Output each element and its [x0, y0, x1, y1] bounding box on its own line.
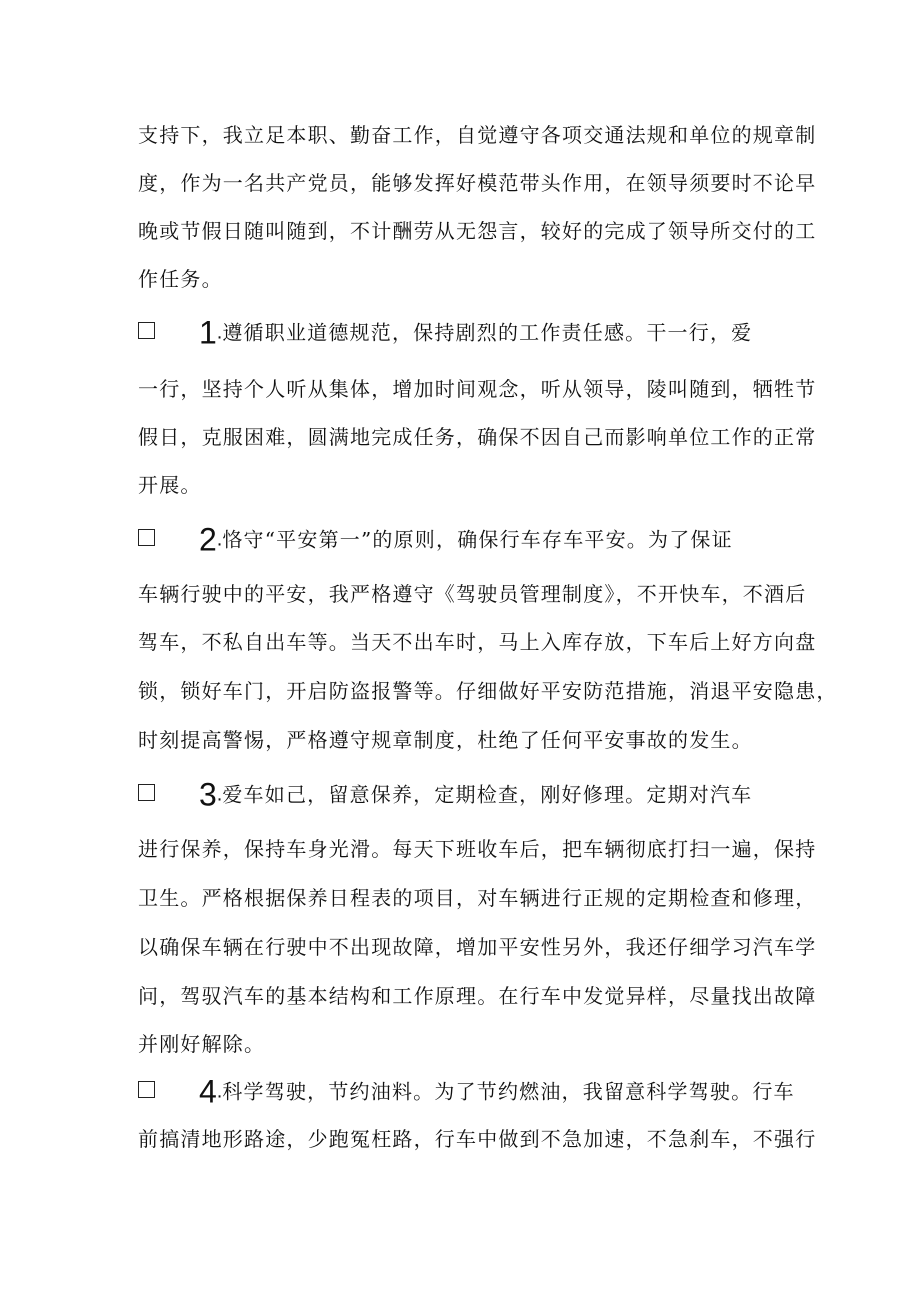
section-3-line: 以确保车辆在行驶中不出现故障，增加平安性另外，我还仔细学习汽车学 [138, 935, 817, 959]
section-heading-text: 爱车如己，留意保养，定期检查，刚好修理。定期对汽车 [222, 782, 753, 807]
number-separator: . [216, 783, 223, 806]
checkbox-icon [138, 529, 155, 546]
number-separator: . [216, 321, 223, 344]
intro-line: 晚或节假日随叫随到，不计酬劳从无怨言，较好的完成了领导所交付的工 [138, 219, 817, 243]
section-4-heading [138, 1072, 798, 1110]
section-1-line: 一行，坚持个人听从集体，增加时间观念，听从领导，陵叫随到，牺牲节 [138, 377, 817, 401]
section-3-line: 进行保养，保持车身光滑。每天下班收车后，把车辆彻底打扫一遍，保持 [138, 837, 817, 861]
section-2-line: 车辆行驶中的平安，我严格遵守《驾驶员管理制度》，不开快车，不酒后 [138, 582, 807, 606]
section-1-heading [138, 313, 798, 351]
section-2-line: 锁，锁好车门，开启防盗报警等。仔细做好平安防范措施，消退平安隐患， [138, 679, 838, 703]
section-4-line: 前搞清地形路途，少跑冤枉路，行车中做到不急加速，不急刹车，不强行 [138, 1127, 817, 1151]
intro-line: 作任务。 [138, 267, 223, 291]
section-number: 2 [199, 521, 217, 558]
section-number: 3 [199, 776, 217, 813]
intro-line: 度，作为一名共产党员，能够发挥好模范带头作用，在领导须要时不论早 [138, 171, 817, 195]
section-number: 4 [199, 1073, 217, 1110]
checkbox-icon [138, 322, 155, 339]
section-3-line: 卫生。严格根据保养日程表的项目，对车辆进行正规的定期检查和修理， [138, 886, 817, 910]
section-1-line: 开展。 [138, 473, 202, 497]
section-3-line: 并刚好解除。 [138, 1032, 266, 1056]
checkbox-icon [138, 784, 155, 801]
section-2-heading [138, 520, 798, 558]
section-3-line: 问，驾驭汽车的基本结构和工作原理。在行车中发觉异样，尽量找出故障 [138, 984, 817, 1008]
section-2-line: 时刻提高警惕，严格遵守规章制度，杜绝了任何平安事故的发生。 [138, 728, 753, 752]
section-2-line: 驾车，不私自出车等。当天不出车时，马上入库存放，下车后上好方向盘 [138, 630, 817, 654]
checkbox-icon [138, 1081, 155, 1098]
section-number: 1 [199, 314, 217, 351]
section-heading-text: 科学驾驶，节约油料。为了节约燃油，我留意科学驾驶。行车 [222, 1079, 795, 1104]
section-heading-text: 恪守“平安第一”的原则，确保行车存车平安。为了保证 [222, 527, 733, 552]
section-1-line: 假日，克服困难，圆满地完成任务，确保不因自己而影响单位工作的正常 [138, 425, 817, 449]
number-separator: . [216, 528, 223, 551]
section-3-heading [138, 775, 798, 813]
section-heading-text: 遵循职业道德规范，保持剧烈的工作责任感。干一行，爱 [222, 320, 753, 345]
number-separator: . [216, 1080, 223, 1103]
intro-line: 支持下，我立足本职、勤奋工作，自觉遵守各项交通法规和单位的规章制 [138, 123, 817, 147]
